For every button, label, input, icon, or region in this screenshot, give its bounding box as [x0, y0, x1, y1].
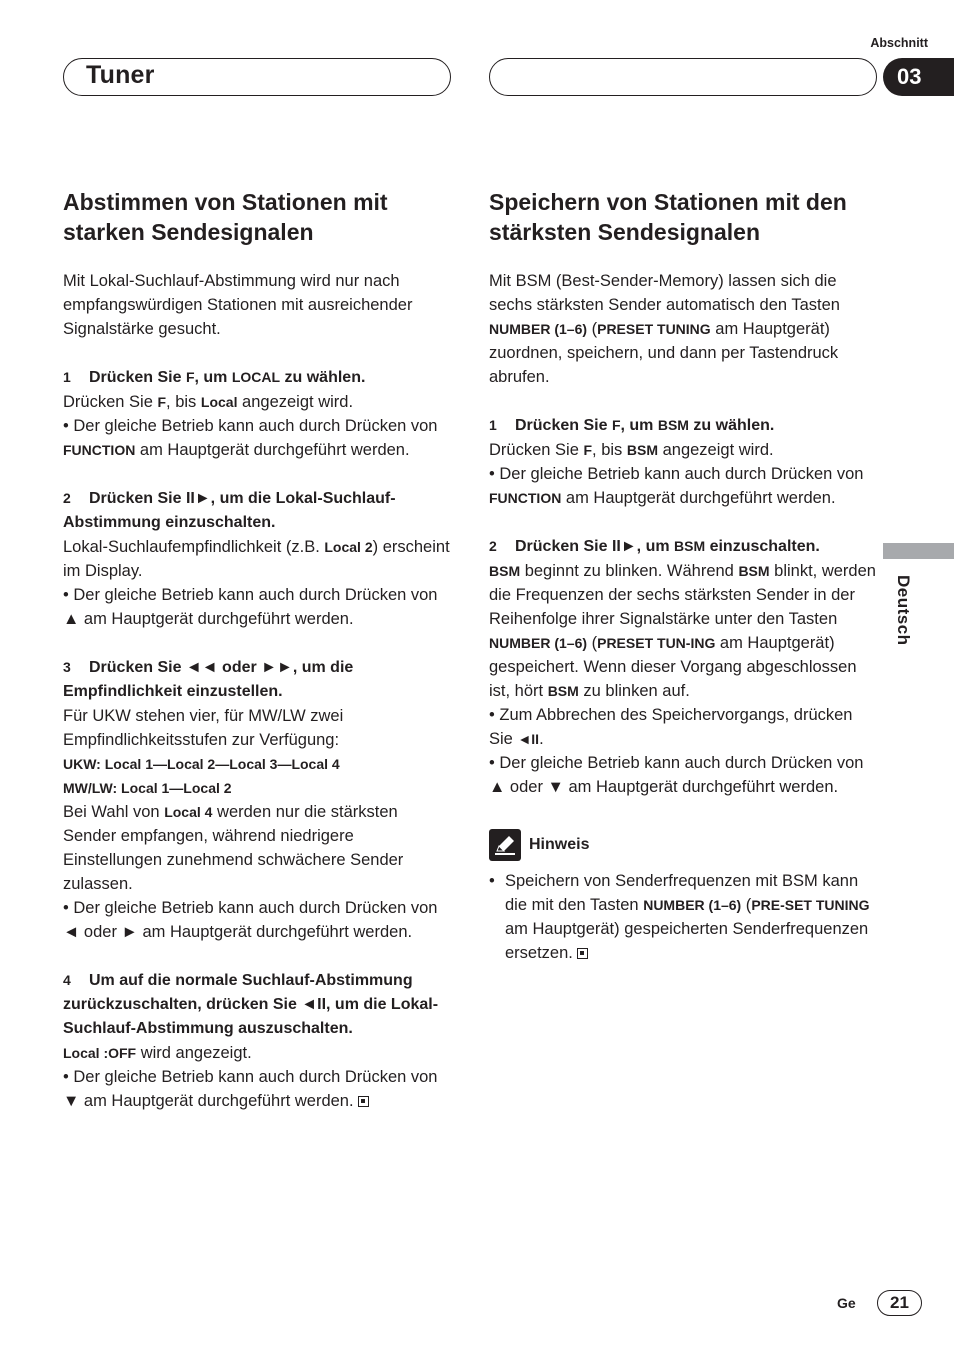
header-empty-box: [489, 58, 877, 96]
left-step-3-body: Für UKW stehen vier, für MW/LW zwei Empfindlichkeitsstufen zur Verfügung:: [63, 707, 344, 749]
page-number: 21: [877, 1290, 922, 1316]
left-intro: Mit Lokal-Suchlauf-Abstimmung wird nur nach empfangswürdigen Stationen mit ausreichender Signalstärke gesucht.: [63, 272, 413, 338]
left-step-3-bullet: • Der gleiche Betrieb kann auch durch Drücken von ◄ oder ► am Hauptgerät durchgeführt werden.: [63, 899, 438, 941]
right-step-2-bullet-1: • Zum Abbrechen des Speichervorgangs, drücken Sie ◄II.: [489, 706, 853, 748]
language-tab-marker: [883, 543, 954, 559]
page-title-box: [63, 58, 451, 96]
left-step-1-body: Drücken Sie F, bis Local angezeigt wird.: [63, 393, 354, 411]
right-step-2-body: BSM beginnt zu blinken. Während BSM blinkt, werden die Frequenzen der sechs stärksten Sender in der Reihenfolge ihrer Signalstärke unter den Tasten NUMBER (1–6) (PRESET TUN-ING am Hauptgerät) gespeichert. Wenn dieser Vorgang abgeschlossen ist, hört BSM zu blinken auf.: [489, 562, 876, 700]
footer-language-code: Ge: [837, 1295, 856, 1311]
right-step-1-bullet: • Der gleiche Betrieb kann auch durch Drücken von FUNCTION am Hauptgerät durchgeführt werden.: [489, 465, 864, 507]
left-step-1-title: 1 Drücken Sie F, um LOCAL zu wählen.: [63, 369, 366, 386]
left-step-4-bullet: • Der gleiche Betrieb kann auch durch Drücken von ▼ am Hauptgerät durchgeführt werden.: [63, 1068, 438, 1110]
note-header: [489, 829, 879, 861]
language-label: Deutsch: [894, 575, 913, 646]
right-step-2-title: 2 Drücken Sie II►, um BSM einzuschalten.: [489, 538, 820, 555]
left-step-4-title: 4 Um auf die normale Suchlauf-Abstimmung zurückzuschalten, drücken Sie ◄II, um die Lokal-Suchlauf-Abstimmung auszuschalten.: [63, 972, 439, 1037]
left-step-2-bullet: • Der gleiche Betrieb kann auch durch Drücken von ▲ am Hauptgerät durchgeführt werden.: [63, 586, 438, 628]
right-step-1-title: 1 Drücken Sie F, um BSM zu wählen.: [489, 417, 775, 434]
left-step-3-body2: Bei Wahl von Local 4 werden nur die stärksten Sender empfangen, während niedrigere Einstellungen zunehmend schwächere Sender zulassen.: [63, 803, 404, 893]
right-column: [489, 187, 879, 965]
left-step-2-title: 2 Drücken Sie II►, um die Lokal-Suchlauf-Abstimmung einzuschalten.: [63, 490, 396, 531]
end-mark-icon: [358, 1096, 369, 1107]
left-heading: Abstimmen von Stationen mit starken Sendesignalen: [63, 189, 388, 245]
section-label: Abschnitt: [870, 36, 928, 50]
right-step-2-bullet-2: • Der gleiche Betrieb kann auch durch Drücken von ▲ oder ▼ am Hauptgerät durchgeführt werden.: [489, 754, 864, 796]
left-step-3-mwlw: MW/LW: Local 1—Local 2: [63, 780, 232, 796]
right-intro: Mit BSM (Best-Sender-Memory) lassen sich die sechs stärksten Sender automatisch den Tasten NUMBER (1–6) (PRESET TUNING am Hauptgerät) zuordnen, speichern, und dann per Tastendruck abrufen.: [489, 272, 840, 386]
left-step-3-ukw: UKW: Local 1—Local 2—Local 3—Local 4: [63, 756, 340, 772]
left-step-4-body: Local :OFF wird angezeigt.: [63, 1044, 252, 1062]
note-text: • Speichern von Senderfrequenzen mit BSM kann die mit den Tasten NUMBER (1–6) (PRE-SET TUNING am Hauptgerät) gespeicherten Senderfrequenzen ersetzen.: [489, 869, 879, 965]
note-label: Hinweis: [529, 836, 590, 853]
left-step-3-title: 3 Drücken Sie ◄◄ oder ►►, um die Empfindlichkeit einzustellen.: [63, 659, 354, 700]
right-step-1-body: Drücken Sie F, bis BSM angezeigt wird.: [489, 441, 774, 459]
left-step-2-body: Lokal-Suchlaufempfindlichkeit (z.B. Local 2) erscheint im Display.: [63, 538, 450, 580]
left-column: [63, 187, 453, 1113]
right-heading: Speichern von Stationen mit den stärksten Sendesignalen: [489, 189, 847, 245]
end-mark-icon: [577, 948, 588, 959]
page-title: Tuner: [86, 61, 155, 89]
left-step-1-bullet: • Der gleiche Betrieb kann auch durch Drücken von FUNCTION am Hauptgerät durchgeführt werden.: [63, 417, 438, 459]
pencil-icon: [489, 829, 521, 861]
section-number: 03: [883, 58, 954, 96]
